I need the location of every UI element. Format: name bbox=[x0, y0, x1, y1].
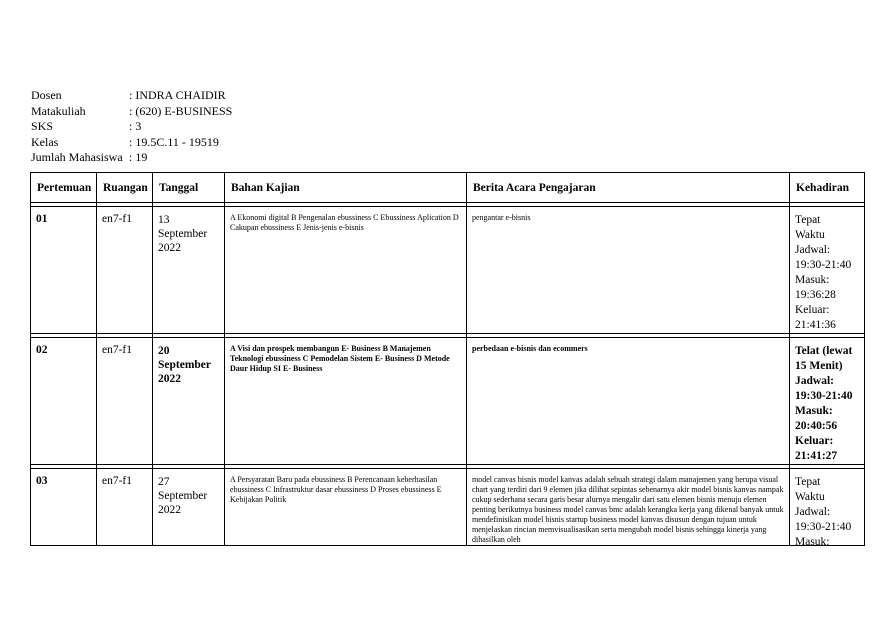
header-berita-acara: Berita Acara Pengajaran bbox=[467, 173, 790, 203]
attendance-line: Jadwal: bbox=[795, 375, 834, 387]
date-day: 13 bbox=[158, 214, 170, 226]
meeting-number: 02 bbox=[36, 344, 48, 356]
date-month: September bbox=[158, 228, 208, 240]
header-tanggal: Tanggal bbox=[153, 173, 225, 203]
topic: A Persyaratan Baru pada ebussiness B Perencanaan keberhasilan ebussiness C Infrastruktur dasar ebussiness D Proses ebussiness E Kebijakan Politik bbox=[230, 475, 442, 504]
teaching-report: model canvas bisnis model kanvas adalah sebuah strategi dalam manajemen yang berupa visual chart yang terdiri dari 9 elemen jika dilihat sepintas sebenarnya akir model bisnis kanvas nampak cukup sederhana secara garis besar alurnya mengalir dari satu elemen bisnis menuju elemen penting berikutnya business model canvas bmc adalah kerangka kerja yang dikenal banyak untuk mendefinisikan model bisnis startup business model kanvas disusun dengan tujuan untuk menjelaskan rincian memvisualisasikan serta mengubah model bisnis sehingga kinerja yang dihasilkan oleh bbox=[472, 475, 784, 544]
attendance-line: Telat (lewat bbox=[795, 345, 853, 357]
table-row bbox=[31, 207, 865, 334]
header-pertemuan: Pertemuan bbox=[31, 173, 97, 203]
info-row-dosen bbox=[31, 88, 232, 104]
info-label: Dosen bbox=[31, 88, 62, 102]
date-month: September bbox=[158, 359, 212, 371]
attendance-line: 15 Menit) bbox=[795, 360, 843, 372]
attendance-line: 19:30-21:40 bbox=[795, 521, 852, 533]
attendance-line: Masuk: bbox=[795, 405, 833, 417]
date bbox=[153, 469, 224, 517]
date bbox=[153, 207, 224, 255]
info-row-jumlah-mahasiswa bbox=[31, 150, 232, 166]
date-day: 20 bbox=[158, 345, 170, 357]
teaching-report: pengantar e-bisnis bbox=[472, 213, 531, 222]
attendance-line: 21:41:36 bbox=[795, 319, 836, 331]
info-value: : (620) E-BUSINESS bbox=[129, 103, 233, 118]
course-info bbox=[31, 88, 232, 166]
date-day: 27 bbox=[158, 476, 170, 488]
room: en7-f1 bbox=[102, 344, 133, 356]
attendance-line: Tepat bbox=[795, 214, 821, 226]
attendance-line: 20:40:56 bbox=[795, 420, 838, 432]
attendance-line: Masuk: bbox=[795, 536, 830, 545]
date-year: 2022 bbox=[158, 242, 181, 254]
meeting-number: 01 bbox=[36, 213, 48, 225]
attendance-line: 19:36:28 bbox=[795, 289, 836, 301]
attendance-line: 19:30-21:40 bbox=[795, 390, 853, 402]
info-row-kelas bbox=[31, 135, 232, 151]
info-label: Matakuliah bbox=[31, 103, 86, 118]
attendance-line: Masuk: bbox=[795, 274, 830, 286]
info-label: Jumlah Mahasiswa bbox=[31, 150, 123, 164]
attendance-line: 19:30-21:40 bbox=[795, 259, 852, 271]
info-value: : 19.5C.11 - 19519 bbox=[129, 134, 219, 149]
attendance-line: Jadwal: bbox=[795, 244, 831, 256]
attendance-line: Jadwal: bbox=[795, 506, 831, 518]
table-header-row bbox=[31, 173, 865, 203]
meeting-number: 03 bbox=[36, 475, 48, 487]
info-row-sks bbox=[31, 119, 232, 135]
attendance-status bbox=[790, 469, 864, 545]
info-value: : INDRA CHAIDIR bbox=[129, 88, 226, 102]
room: en7-f1 bbox=[102, 475, 133, 487]
date-year: 2022 bbox=[158, 504, 181, 516]
info-label: SKS bbox=[31, 119, 54, 133]
attendance-line: Waktu bbox=[795, 491, 825, 503]
header-ruangan: Ruangan bbox=[97, 173, 153, 203]
topic: A Ekonomi digital B Pengenalan ebussiness C Ebussiness Aplication D Cakupan ebussiness E Jenis-jenis e-bisnis bbox=[230, 213, 459, 232]
topic: A Visi dan prospek membangun E- Business B Manajemen Teknologi ebussiness C Pemodelan Sistem E- Business D Metode Daur Hidup SI E- Business bbox=[230, 344, 450, 373]
header-kehadiran: Kehadiran bbox=[790, 173, 865, 203]
attendance-table bbox=[30, 172, 865, 546]
teaching-report: perbedaan e-bisnis dan ecommers bbox=[472, 344, 588, 353]
attendance-line: Waktu bbox=[795, 229, 825, 241]
info-value: : 3 bbox=[129, 119, 142, 133]
attendance-status bbox=[790, 207, 864, 333]
attendance-line: Keluar: bbox=[795, 435, 834, 447]
date-year: 2022 bbox=[158, 373, 181, 385]
room: en7-f1 bbox=[102, 213, 133, 225]
info-label: Kelas bbox=[31, 134, 59, 149]
header-bahan-kajian: Bahan Kajian bbox=[225, 173, 467, 203]
info-value: : 19 bbox=[129, 150, 148, 164]
table-row bbox=[31, 338, 865, 465]
attendance-line: Keluar: bbox=[795, 304, 830, 316]
attendance-status bbox=[790, 338, 864, 464]
table-row bbox=[31, 469, 865, 546]
attendance-line: Tepat bbox=[795, 476, 821, 488]
date bbox=[153, 338, 224, 386]
date-month: September bbox=[158, 490, 208, 502]
info-row-matakuliah bbox=[31, 104, 232, 120]
attendance-line: 21:41:27 bbox=[795, 450, 838, 462]
